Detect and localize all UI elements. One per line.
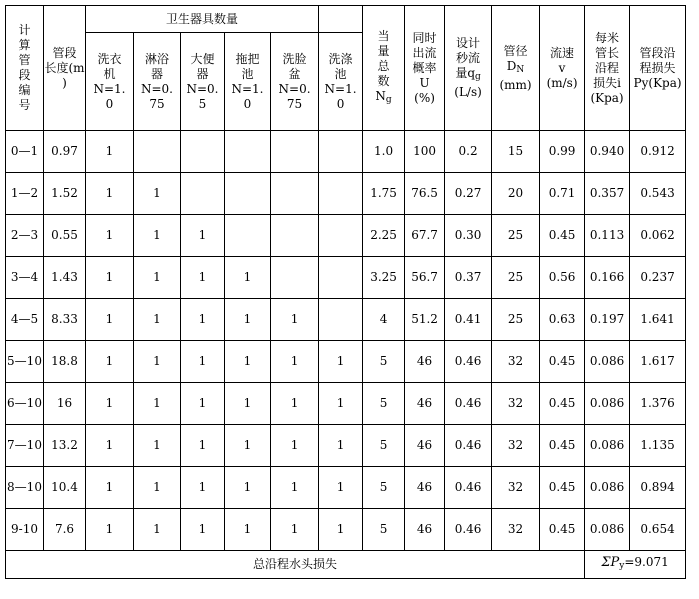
cell-len: 10.4 [44, 467, 86, 509]
cell-len: 8.33 [44, 299, 86, 341]
header-seg-id: 计 算 管 段 编 号 [6, 6, 44, 131]
cell-py: 0.543 [630, 173, 686, 215]
cell-ng: 5 [363, 341, 405, 383]
cell-ng: 2.25 [363, 215, 405, 257]
cell-qg: 0.41 [445, 299, 492, 341]
cell-fixture [319, 173, 363, 215]
cell-fixture: 1 [181, 215, 225, 257]
header-fixture-washer: 洗衣 机 N=1. 0 [86, 33, 134, 131]
header-v: 流速 v (m/s) [540, 6, 585, 131]
cell-fixture [271, 257, 319, 299]
cell-fixture: 1 [134, 215, 181, 257]
cell-fixture: 1 [86, 425, 134, 467]
cell-qg: 0.46 [445, 425, 492, 467]
cell-fixture: 1 [181, 425, 225, 467]
table-row [6, 215, 686, 257]
table-row [6, 425, 686, 467]
cell-i: 0.197 [585, 299, 630, 341]
table-row [6, 341, 686, 383]
cell-dn: 15 [492, 131, 540, 173]
header-seg-length: 管段 长度(m ) [44, 6, 86, 131]
header-row-1 [6, 6, 686, 33]
cell-u: 51.2 [405, 299, 445, 341]
cell-dn: 32 [492, 467, 540, 509]
cell-v: 0.56 [540, 257, 585, 299]
cell-fixture: 1 [86, 215, 134, 257]
cell-fixture [271, 215, 319, 257]
summary-sigma-sub: y [619, 561, 625, 571]
cell-py: 1.617 [630, 341, 686, 383]
cell-fixture: 1 [181, 299, 225, 341]
table-row [6, 467, 686, 509]
cell-qg: 0.2 [445, 131, 492, 173]
cell-fixture: 1 [319, 341, 363, 383]
cell-u: 46 [405, 341, 445, 383]
cell-fixture [271, 131, 319, 173]
cell-dn: 25 [492, 257, 540, 299]
header-fixture-toilet: 大便 器 N=0. 5 [181, 33, 225, 131]
cell-v: 0.45 [540, 215, 585, 257]
cell-fixture: 1 [225, 257, 271, 299]
cell-u: 46 [405, 467, 445, 509]
cell-ng: 1.75 [363, 173, 405, 215]
cell-qg: 0.27 [445, 173, 492, 215]
header-blank [319, 6, 363, 33]
cell-ng: 3.25 [363, 257, 405, 299]
cell-fixture: 1 [86, 383, 134, 425]
cell-u: 46 [405, 509, 445, 551]
cell-fixture: 1 [134, 383, 181, 425]
cell-fixture: 1 [134, 173, 181, 215]
header-dn: 管径 $D_N$ (mm) [492, 6, 540, 131]
cell-seg: 5—10 [6, 341, 44, 383]
cell-fixture: 1 [181, 467, 225, 509]
cell-fixture: 1 [271, 425, 319, 467]
cell-v: 0.71 [540, 173, 585, 215]
cell-i: 0.086 [585, 425, 630, 467]
cell-fixture: 1 [225, 425, 271, 467]
cell-v: 0.45 [540, 383, 585, 425]
cell-py: 1.641 [630, 299, 686, 341]
summary-row [6, 551, 686, 579]
cell-seg: 9-10 [6, 509, 44, 551]
cell-fixture: 1 [134, 299, 181, 341]
cell-fixture: 1 [319, 425, 363, 467]
cell-fixture: 1 [225, 467, 271, 509]
cell-i: 0.086 [585, 383, 630, 425]
table-row [6, 257, 686, 299]
cell-seg: 0—1 [6, 131, 44, 173]
header-i: 每米 管长 沿程 损失i (Kpa) [585, 6, 630, 131]
cell-u: 46 [405, 383, 445, 425]
cell-qg: 0.37 [445, 257, 492, 299]
hydraulic-calc-table [5, 5, 686, 579]
cell-fixture: 1 [86, 299, 134, 341]
cell-fixture: 1 [271, 467, 319, 509]
cell-fixture: 1 [271, 299, 319, 341]
cell-len: 18.8 [44, 341, 86, 383]
table-row [6, 383, 686, 425]
cell-fixture: 1 [225, 509, 271, 551]
summary-label: 总沿程水头损失 [6, 551, 585, 579]
cell-fixture: 1 [319, 383, 363, 425]
table-row [6, 131, 686, 173]
cell-i: 0.086 [585, 509, 630, 551]
cell-fixture: 1 [86, 173, 134, 215]
cell-len: 0.55 [44, 215, 86, 257]
header-u: 同时 出流 概率 U (%) [405, 6, 445, 131]
cell-fixture: 1 [319, 467, 363, 509]
cell-i: 0.166 [585, 257, 630, 299]
cell-dn: 32 [492, 383, 540, 425]
cell-u: 56.7 [405, 257, 445, 299]
cell-i: 0.357 [585, 173, 630, 215]
cell-py: 0.062 [630, 215, 686, 257]
cell-fixture: 1 [134, 341, 181, 383]
header-fixture-shower: 淋浴 器 N=0. 75 [134, 33, 181, 131]
header-fixture-sink: 洗涤 池 N=1. 0 [319, 33, 363, 131]
cell-u: 100 [405, 131, 445, 173]
cell-seg: 3—4 [6, 257, 44, 299]
cell-i: 0.086 [585, 341, 630, 383]
cell-fixture [319, 131, 363, 173]
table-row [6, 299, 686, 341]
cell-fixture [319, 215, 363, 257]
cell-len: 0.97 [44, 131, 86, 173]
cell-fixture: 1 [181, 383, 225, 425]
cell-len: 7.6 [44, 509, 86, 551]
cell-v: 0.63 [540, 299, 585, 341]
cell-fixture: 1 [319, 509, 363, 551]
cell-fixture: 1 [271, 341, 319, 383]
cell-seg: 7—10 [6, 425, 44, 467]
header-fixture-group: 卫生器具数量 [86, 6, 319, 33]
cell-ng: 4 [363, 299, 405, 341]
summary-sigma: ΣP [601, 555, 620, 570]
cell-fixture: 1 [271, 383, 319, 425]
cell-u: 76.5 [405, 173, 445, 215]
cell-seg: 4—5 [6, 299, 44, 341]
cell-fixture: 1 [86, 257, 134, 299]
cell-fixture: 1 [225, 383, 271, 425]
cell-fixture [134, 131, 181, 173]
cell-py: 1.135 [630, 425, 686, 467]
cell-len: 16 [44, 383, 86, 425]
cell-seg: 6—10 [6, 383, 44, 425]
cell-fixture: 1 [134, 509, 181, 551]
header-ng: 当 量 总 数 $N_g$ [363, 6, 405, 131]
cell-dn: 32 [492, 509, 540, 551]
summary-total [585, 551, 686, 579]
cell-qg: 0.46 [445, 467, 492, 509]
cell-len: 1.43 [44, 257, 86, 299]
cell-dn: 32 [492, 341, 540, 383]
cell-fixture: 1 [86, 131, 134, 173]
cell-v: 0.45 [540, 341, 585, 383]
cell-u: 46 [405, 425, 445, 467]
cell-fixture: 1 [86, 509, 134, 551]
cell-v: 0.45 [540, 425, 585, 467]
cell-v: 0.99 [540, 131, 585, 173]
cell-len: 1.52 [44, 173, 86, 215]
cell-fixture: 1 [86, 467, 134, 509]
cell-fixture [181, 173, 225, 215]
summary-value: =9.071 [624, 555, 669, 569]
cell-seg: 8—10 [6, 467, 44, 509]
header-fixture-washbasin: 洗脸 盆 N=0. 75 [271, 33, 319, 131]
cell-py: 0.912 [630, 131, 686, 173]
header-py: 管段沿 程损失 Py(Kpa) [630, 6, 686, 131]
cell-i: 0.940 [585, 131, 630, 173]
cell-u: 67.7 [405, 215, 445, 257]
cell-qg: 0.46 [445, 341, 492, 383]
cell-fixture: 1 [86, 341, 134, 383]
cell-fixture: 1 [225, 299, 271, 341]
cell-fixture: 1 [134, 257, 181, 299]
cell-ng: 5 [363, 425, 405, 467]
cell-fixture: 1 [134, 425, 181, 467]
cell-fixture: 1 [225, 341, 271, 383]
cell-qg: 0.46 [445, 509, 492, 551]
cell-dn: 32 [492, 425, 540, 467]
cell-dn: 25 [492, 215, 540, 257]
cell-fixture: 1 [134, 467, 181, 509]
cell-fixture [225, 215, 271, 257]
cell-fixture: 1 [271, 509, 319, 551]
cell-v: 0.45 [540, 509, 585, 551]
cell-qg: 0.30 [445, 215, 492, 257]
cell-fixture [225, 173, 271, 215]
cell-fixture: 1 [181, 257, 225, 299]
cell-fixture: 1 [181, 509, 225, 551]
cell-fixture [271, 173, 319, 215]
cell-py: 1.376 [630, 383, 686, 425]
cell-fixture: 1 [181, 341, 225, 383]
cell-ng: 5 [363, 467, 405, 509]
header-fixture-mop-sink: 拖把 池 N=1. 0 [225, 33, 271, 131]
cell-py: 0.237 [630, 257, 686, 299]
cell-fixture [181, 131, 225, 173]
cell-len: 13.2 [44, 425, 86, 467]
table-row [6, 173, 686, 215]
cell-ng: 5 [363, 383, 405, 425]
cell-fixture [319, 299, 363, 341]
cell-seg: 1—2 [6, 173, 44, 215]
cell-fixture [225, 131, 271, 173]
cell-dn: 20 [492, 173, 540, 215]
cell-qg: 0.46 [445, 383, 492, 425]
table-row [6, 509, 686, 551]
cell-ng: 1.0 [363, 131, 405, 173]
header-qg: 设计 秒流 量$q_g$ (L/s) [445, 6, 492, 131]
cell-i: 0.113 [585, 215, 630, 257]
cell-py: 0.654 [630, 509, 686, 551]
cell-seg: 2—3 [6, 215, 44, 257]
cell-dn: 25 [492, 299, 540, 341]
cell-fixture [319, 257, 363, 299]
cell-v: 0.45 [540, 467, 585, 509]
cell-ng: 5 [363, 509, 405, 551]
cell-i: 0.086 [585, 467, 630, 509]
cell-py: 0.894 [630, 467, 686, 509]
